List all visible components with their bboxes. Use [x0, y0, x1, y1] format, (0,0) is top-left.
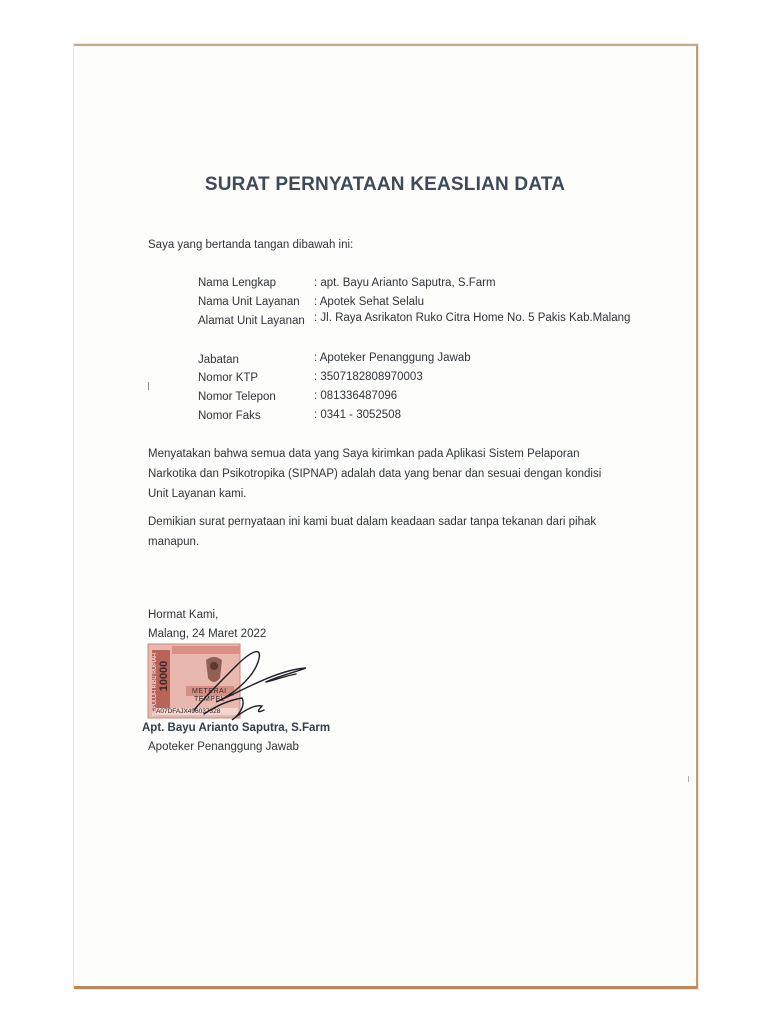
field-value-nama-unit-layanan: : Apotek Sehat Selalu [314, 296, 424, 308]
place-date: Malang, 24 Maret 2022 [148, 628, 267, 640]
field-value-nomor-ktp: : 3507182808970003 [314, 371, 423, 383]
stamp-serial: A07DFAJX496037328 [156, 708, 221, 715]
intro-text: Saya yang bertanda tangan dibawah ini: [148, 239, 354, 251]
document-page [74, 44, 698, 989]
field-label-alamat-unit-layanan: Alamat Unit Layanan [198, 315, 305, 327]
field-value-nomor-telepon: : 081336487096 [314, 390, 398, 402]
scan-speck [688, 776, 689, 782]
field-label-nomor-telepon: Nomor Telepon [198, 391, 276, 403]
field-label-nama-lengkap: Nama Lengkap [198, 277, 276, 289]
field-label-nomor-ktp: Nomor KTP [198, 372, 259, 384]
scan-speck [148, 382, 149, 390]
field-value-nomor-faks: : 0341 - 3052508 [314, 409, 401, 421]
signatory-position: Apoteker Penanggung Jawab [148, 741, 299, 753]
field-value-jabatan: : Apoteker Penanggung Jawab [314, 352, 471, 364]
field-value-alamat-unit-layanan: : Jl. Raya Asrikaton Ruko Citra Home No. 5 Pakis Kab.Malang [314, 312, 631, 324]
field-value-nama-lengkap: : apt. Bayu Arianto Saputra, S.Farm [314, 277, 496, 289]
stamp-amount: 10000 [158, 660, 170, 692]
document-title: SURAT PERNYATAAN KEASLIAN DATA [204, 174, 566, 195]
field-label-jabatan: Jabatan [198, 354, 239, 366]
field-label-nama-unit-layanan: Nama Unit Layanan [198, 296, 300, 308]
stamp-label-line1: METERAI [192, 688, 227, 695]
statement-paragraph: Menyatakan bahwa semua data yang Saya kirimkan pada Aplikasi Sistem Pelaporan Narkotika dan Psikotropika (SIPNAP) adalah data yang benar dan sesuai dengan kondisi Unit Layanan kami. [148, 448, 602, 500]
stamp-side-text: SEPULUH RIBU RUPIAH [152, 653, 158, 716]
closing-paragraph: Demikian surat pernyataan ini kami buat dalam keadaan sadar tanpa tekanan dari pihak manapun. [148, 516, 597, 548]
signatory-name: Apt. Bayu Arianto Saputra, S.Farm [142, 722, 331, 734]
regards-text: Hormat Kami, [148, 609, 219, 621]
field-label-nomor-faks: Nomor Faks [198, 410, 261, 422]
stamp-label-line2: TEMPEL [194, 696, 226, 703]
